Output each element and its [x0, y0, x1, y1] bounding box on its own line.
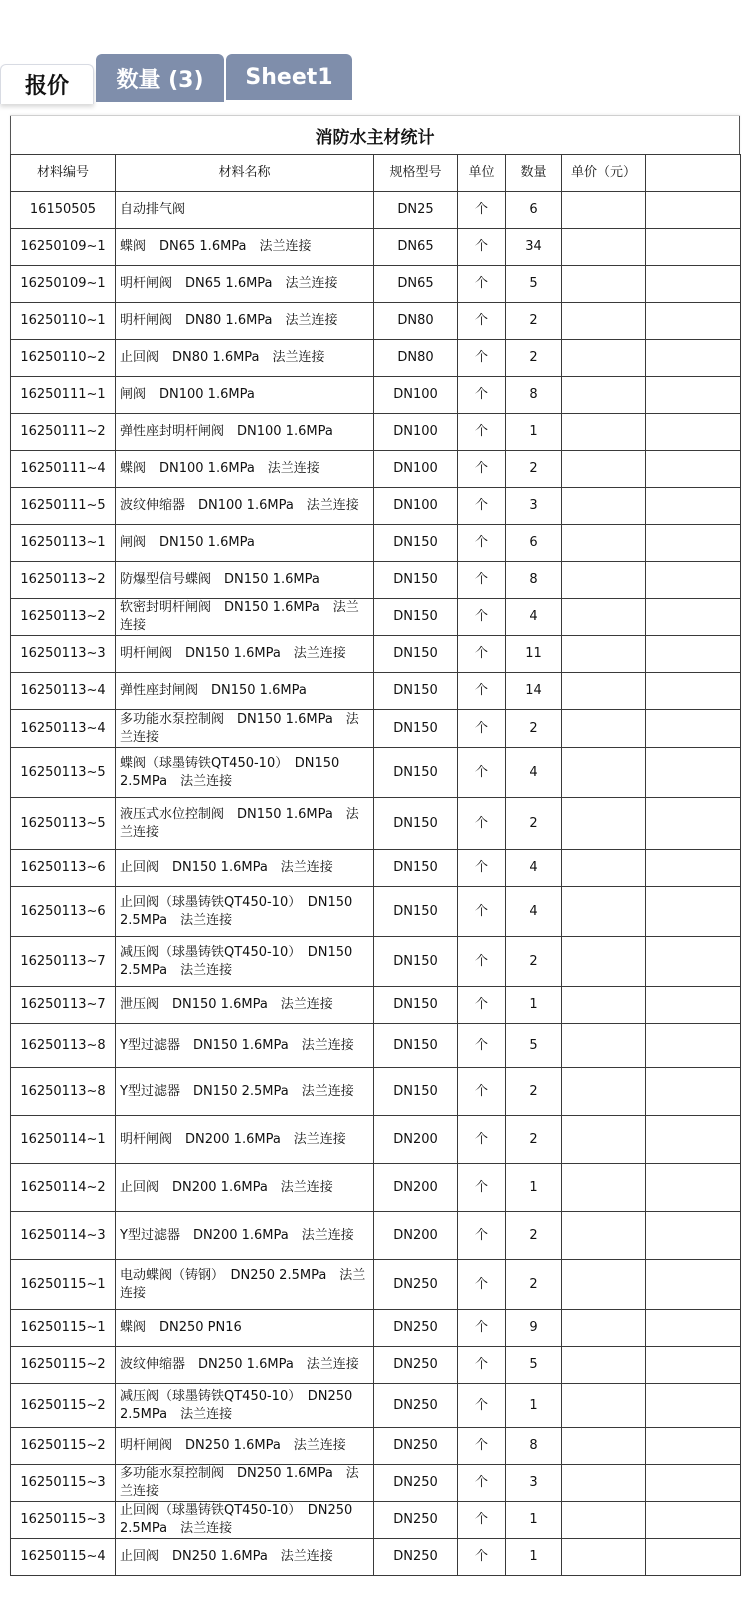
cell-extra[interactable] — [646, 1260, 741, 1310]
cell-price[interactable] — [562, 1539, 646, 1576]
cell-extra[interactable] — [646, 303, 741, 340]
cell-qty[interactable]: 2 — [506, 451, 562, 488]
cell-extra[interactable] — [646, 1502, 741, 1539]
cell-code[interactable]: 16250113~7 — [11, 937, 116, 987]
cell-qty[interactable]: 2 — [506, 303, 562, 340]
cell-unit[interactable]: 个 — [458, 488, 506, 525]
table-row — [11, 192, 741, 229]
cell-code[interactable]: 16250111~1 — [11, 377, 116, 414]
cell-unit[interactable]: 个 — [458, 1024, 506, 1068]
table-row — [11, 1068, 741, 1116]
cell-spec[interactable]: DN150 — [374, 937, 458, 987]
cell-name[interactable]: 防爆型信号蝶阀 DN150 1.6MPa — [116, 562, 374, 599]
cell-name[interactable]: 明杆闸阀 DN250 1.6MPa 法兰连接 — [116, 1428, 374, 1465]
cell-qty[interactable]: 4 — [506, 887, 562, 937]
cell-extra[interactable] — [646, 887, 741, 937]
cell-spec[interactable]: DN150 — [374, 748, 458, 798]
cell-name[interactable]: 蝶阀 DN100 1.6MPa 法兰连接 — [116, 451, 374, 488]
cell-name[interactable]: 明杆闸阀 DN80 1.6MPa 法兰连接 — [116, 303, 374, 340]
cell-qty[interactable]: 6 — [506, 192, 562, 229]
cell-qty[interactable]: 4 — [506, 748, 562, 798]
cell-price[interactable] — [562, 1068, 646, 1116]
cell-code[interactable]: 16250114~2 — [11, 1164, 116, 1212]
cell-unit[interactable]: 个 — [458, 673, 506, 710]
cell-unit[interactable]: 个 — [458, 748, 506, 798]
cell-unit[interactable]: 个 — [458, 987, 506, 1024]
cell-code[interactable]: 16150505 — [11, 192, 116, 229]
cell-name[interactable]: 减压阀（球墨铸铁QT450-10） DN250 2.5MPa 法兰连接 — [116, 1384, 374, 1428]
cell-price[interactable] — [562, 1164, 646, 1212]
cell-price[interactable] — [562, 229, 646, 266]
cell-code[interactable]: 16250113~7 — [11, 987, 116, 1024]
cell-price[interactable] — [562, 1310, 646, 1347]
cell-extra[interactable] — [646, 599, 741, 636]
table-row — [11, 1502, 741, 1539]
cell-qty[interactable]: 5 — [506, 266, 562, 303]
cell-name[interactable]: Y型过滤器 DN150 1.6MPa 法兰连接 — [116, 1024, 374, 1068]
cell-qty[interactable]: 8 — [506, 1428, 562, 1465]
cell-spec[interactable]: DN250 — [374, 1465, 458, 1502]
cell-spec[interactable]: DN150 — [374, 850, 458, 887]
cell-unit[interactable]: 个 — [458, 414, 506, 451]
cell-qty[interactable]: 8 — [506, 562, 562, 599]
header-empty[interactable] — [646, 155, 741, 192]
cell-unit[interactable]: 个 — [458, 229, 506, 266]
cell-extra[interactable] — [646, 798, 741, 850]
cell-spec[interactable]: DN65 — [374, 266, 458, 303]
cell-name[interactable]: 止回阀 DN250 1.6MPa 法兰连接 — [116, 1539, 374, 1576]
cell-name[interactable]: 止回阀 DN200 1.6MPa 法兰连接 — [116, 1164, 374, 1212]
cell-qty[interactable]: 14 — [506, 673, 562, 710]
cell-code[interactable]: 16250115~4 — [11, 1539, 116, 1576]
cell-price[interactable] — [562, 1384, 646, 1428]
table-row — [11, 937, 741, 987]
cell-extra[interactable] — [646, 451, 741, 488]
cell-unit[interactable]: 个 — [458, 562, 506, 599]
cell-code[interactable]: 16250111~4 — [11, 451, 116, 488]
cell-name[interactable]: 止回阀 DN80 1.6MPa 法兰连接 — [116, 340, 374, 377]
cell-spec[interactable]: DN150 — [374, 987, 458, 1024]
cell-price[interactable] — [562, 1116, 646, 1164]
cell-unit[interactable]: 个 — [458, 1428, 506, 1465]
cell-code[interactable]: 16250113~6 — [11, 887, 116, 937]
cell-name[interactable]: 止回阀（球墨铸铁QT450-10） DN250 2.5MPa 法兰连接 — [116, 1502, 374, 1539]
table-row — [11, 1539, 741, 1576]
cell-price[interactable] — [562, 987, 646, 1024]
cell-extra[interactable] — [646, 636, 741, 673]
cell-extra[interactable] — [646, 673, 741, 710]
cell-extra[interactable] — [646, 340, 741, 377]
cell-unit[interactable]: 个 — [458, 1347, 506, 1384]
cell-code[interactable]: 16250115~3 — [11, 1502, 116, 1539]
cell-spec[interactable]: DN250 — [374, 1310, 458, 1347]
cell-unit[interactable]: 个 — [458, 636, 506, 673]
cell-extra[interactable] — [646, 525, 741, 562]
header-price[interactable]: 单价（元） — [562, 155, 646, 192]
table-row — [11, 488, 741, 525]
cell-extra[interactable] — [646, 562, 741, 599]
cell-unit[interactable]: 个 — [458, 887, 506, 937]
cell-price[interactable] — [562, 887, 646, 937]
cell-extra[interactable] — [646, 488, 741, 525]
cell-spec[interactable]: DN100 — [374, 377, 458, 414]
table-row — [11, 266, 741, 303]
cell-name[interactable]: 电动蝶阀（铸钢） DN250 2.5MPa 法兰连接 — [116, 1260, 374, 1310]
cell-spec[interactable]: DN25 — [374, 192, 458, 229]
cell-extra[interactable] — [646, 937, 741, 987]
cell-qty[interactable]: 11 — [506, 636, 562, 673]
cell-name[interactable]: 明杆闸阀 DN65 1.6MPa 法兰连接 — [116, 266, 374, 303]
cell-spec[interactable]: DN200 — [374, 1164, 458, 1212]
cell-spec[interactable]: DN150 — [374, 1068, 458, 1116]
cell-code[interactable]: 16250109~1 — [11, 266, 116, 303]
cell-unit[interactable]: 个 — [458, 850, 506, 887]
cell-unit[interactable]: 个 — [458, 303, 506, 340]
table-row — [11, 414, 741, 451]
cell-name[interactable]: 多功能水泵控制阀 DN150 1.6MPa 法兰连接 — [116, 710, 374, 748]
header-name[interactable]: 材料名称 — [116, 155, 374, 192]
cell-price[interactable] — [562, 414, 646, 451]
cell-name[interactable]: Y型过滤器 DN150 2.5MPa 法兰连接 — [116, 1068, 374, 1116]
cell-price[interactable] — [562, 562, 646, 599]
cell-name[interactable]: 自动排气阀 — [116, 192, 374, 229]
cell-qty[interactable]: 1 — [506, 414, 562, 451]
cell-qty[interactable]: 3 — [506, 488, 562, 525]
cell-unit[interactable]: 个 — [458, 266, 506, 303]
cell-name[interactable]: 闸阀 DN100 1.6MPa — [116, 377, 374, 414]
table-row — [11, 1212, 741, 1260]
cell-name[interactable]: 蝶阀（球墨铸铁QT450-10） DN150 2.5MPa 法兰连接 — [116, 748, 374, 798]
cell-name[interactable]: 蝶阀 DN250 PN16 — [116, 1310, 374, 1347]
cell-price[interactable] — [562, 451, 646, 488]
cell-spec[interactable]: DN100 — [374, 451, 458, 488]
cell-spec[interactable]: DN150 — [374, 525, 458, 562]
cell-code[interactable]: 16250115~2 — [11, 1384, 116, 1428]
cell-qty[interactable]: 2 — [506, 937, 562, 987]
cell-price[interactable] — [562, 525, 646, 562]
cell-extra[interactable] — [646, 266, 741, 303]
cell-code[interactable]: 16250110~1 — [11, 303, 116, 340]
cell-extra[interactable] — [646, 192, 741, 229]
cell-name[interactable]: 减压阀（球墨铸铁QT450-10） DN150 2.5MPa 法兰连接 — [116, 937, 374, 987]
cell-qty[interactable]: 2 — [506, 798, 562, 850]
cell-name[interactable]: 泄压阀 DN150 1.6MPa 法兰连接 — [116, 987, 374, 1024]
table-row — [11, 987, 741, 1024]
cell-unit[interactable]: 个 — [458, 1212, 506, 1260]
cell-code[interactable]: 16250114~3 — [11, 1212, 116, 1260]
cell-unit[interactable]: 个 — [458, 340, 506, 377]
cell-qty[interactable]: 1 — [506, 1384, 562, 1428]
cell-code[interactable]: 16250113~2 — [11, 599, 116, 636]
cell-price[interactable] — [562, 303, 646, 340]
cell-name[interactable]: 波纹伸缩器 DN100 1.6MPa 法兰连接 — [116, 488, 374, 525]
table-row — [11, 1116, 741, 1164]
cell-spec[interactable]: DN250 — [374, 1260, 458, 1310]
cell-extra[interactable] — [646, 850, 741, 887]
cell-spec[interactable]: DN250 — [374, 1428, 458, 1465]
cell-spec[interactable]: DN80 — [374, 303, 458, 340]
tab-quote[interactable]: 报价 — [0, 64, 94, 104]
cell-code[interactable]: 16250114~1 — [11, 1116, 116, 1164]
table-row — [11, 1260, 741, 1310]
cell-qty[interactable]: 1 — [506, 987, 562, 1024]
cell-spec[interactable]: DN250 — [374, 1539, 458, 1576]
cell-extra[interactable] — [646, 414, 741, 451]
cell-code[interactable]: 16250113~2 — [11, 562, 116, 599]
cell-unit[interactable]: 个 — [458, 1465, 506, 1502]
table-row — [11, 1384, 741, 1428]
cell-code[interactable]: 16250113~8 — [11, 1024, 116, 1068]
cell-code[interactable]: 16250111~5 — [11, 488, 116, 525]
table-row — [11, 377, 741, 414]
cell-spec[interactable]: DN250 — [374, 1347, 458, 1384]
cell-price[interactable] — [562, 748, 646, 798]
cell-price[interactable] — [562, 266, 646, 303]
cell-extra[interactable] — [646, 1347, 741, 1384]
cell-qty[interactable]: 2 — [506, 340, 562, 377]
table-header-row — [11, 155, 741, 192]
cell-qty[interactable]: 6 — [506, 525, 562, 562]
cell-code[interactable]: 16250113~1 — [11, 525, 116, 562]
cell-spec[interactable]: DN150 — [374, 710, 458, 748]
header-qty[interactable]: 数量 — [506, 155, 562, 192]
cell-code[interactable]: 16250113~3 — [11, 636, 116, 673]
table-row — [11, 748, 741, 798]
cell-name[interactable]: 止回阀 DN150 1.6MPa 法兰连接 — [116, 850, 374, 887]
cell-spec[interactable]: DN150 — [374, 798, 458, 850]
cell-code[interactable]: 16250113~4 — [11, 673, 116, 710]
cell-unit[interactable]: 个 — [458, 192, 506, 229]
cell-unit[interactable]: 个 — [458, 798, 506, 850]
cell-price[interactable] — [562, 1024, 646, 1068]
cell-spec[interactable]: DN200 — [374, 1116, 458, 1164]
cell-unit[interactable]: 个 — [458, 451, 506, 488]
tab-quantity[interactable]: 数量 (3) — [96, 54, 224, 102]
cell-price[interactable] — [562, 1347, 646, 1384]
cell-spec[interactable]: DN250 — [374, 1384, 458, 1428]
cell-spec[interactable]: DN150 — [374, 1024, 458, 1068]
materials-table — [10, 154, 741, 1576]
cell-price[interactable] — [562, 937, 646, 987]
table-row — [11, 340, 741, 377]
cell-price[interactable] — [562, 1212, 646, 1260]
cell-spec[interactable]: DN150 — [374, 599, 458, 636]
cell-extra[interactable] — [646, 1164, 741, 1212]
cell-extra[interactable] — [646, 1212, 741, 1260]
cell-qty[interactable]: 2 — [506, 1212, 562, 1260]
cell-spec[interactable]: DN100 — [374, 488, 458, 525]
cell-code[interactable]: 16250113~4 — [11, 710, 116, 748]
cell-code[interactable]: 16250115~3 — [11, 1465, 116, 1502]
table-row — [11, 710, 741, 748]
cell-code[interactable]: 16250111~2 — [11, 414, 116, 451]
cell-unit[interactable]: 个 — [458, 525, 506, 562]
cell-code[interactable]: 16250113~5 — [11, 798, 116, 850]
cell-price[interactable] — [562, 488, 646, 525]
cell-qty[interactable]: 4 — [506, 850, 562, 887]
table-row — [11, 451, 741, 488]
cell-code[interactable]: 16250113~5 — [11, 748, 116, 798]
cell-unit[interactable]: 个 — [458, 1116, 506, 1164]
cell-unit[interactable]: 个 — [458, 1539, 506, 1576]
header-unit[interactable]: 单位 — [458, 155, 506, 192]
cell-name[interactable]: 止回阀（球墨铸铁QT450-10） DN150 2.5MPa 法兰连接 — [116, 887, 374, 937]
cell-name[interactable]: 闸阀 DN150 1.6MPa — [116, 525, 374, 562]
cell-name[interactable]: 蝶阀 DN65 1.6MPa 法兰连接 — [116, 229, 374, 266]
cell-qty[interactable]: 3 — [506, 1465, 562, 1502]
cell-name[interactable]: 多功能水泵控制阀 DN250 1.6MPa 法兰连接 — [116, 1465, 374, 1502]
cell-extra[interactable] — [646, 1310, 741, 1347]
cell-code[interactable]: 16250113~6 — [11, 850, 116, 887]
table-row — [11, 1347, 741, 1384]
cell-extra[interactable] — [646, 229, 741, 266]
table-row — [11, 229, 741, 266]
table-row — [11, 1310, 741, 1347]
cell-unit[interactable]: 个 — [458, 377, 506, 414]
cell-price[interactable] — [562, 1502, 646, 1539]
cell-qty[interactable]: 1 — [506, 1164, 562, 1212]
cell-price[interactable] — [562, 1465, 646, 1502]
cell-code[interactable]: 16250115~2 — [11, 1347, 116, 1384]
cell-spec[interactable]: DN150 — [374, 636, 458, 673]
cell-unit[interactable]: 个 — [458, 599, 506, 636]
cell-extra[interactable] — [646, 1116, 741, 1164]
sheet-title: 消防水主材统计 — [10, 116, 740, 154]
cell-name[interactable]: 软密封明杆闸阀 DN150 1.6MPa 法兰连接 — [116, 599, 374, 636]
cell-price[interactable] — [562, 673, 646, 710]
cell-name[interactable]: 弹性座封闸阀 DN150 1.6MPa — [116, 673, 374, 710]
cell-qty[interactable]: 34 — [506, 229, 562, 266]
table-row — [11, 1465, 741, 1502]
cell-extra[interactable] — [646, 377, 741, 414]
cell-code[interactable]: 16250113~8 — [11, 1068, 116, 1116]
cell-qty[interactable]: 9 — [506, 1310, 562, 1347]
cell-name[interactable]: Y型过滤器 DN200 1.6MPa 法兰连接 — [116, 1212, 374, 1260]
cell-qty[interactable]: 2 — [506, 710, 562, 748]
cell-extra[interactable] — [646, 1068, 741, 1116]
cell-spec[interactable]: DN250 — [374, 1502, 458, 1539]
table-row — [11, 1024, 741, 1068]
cell-name[interactable]: 明杆闸阀 DN150 1.6MPa 法兰连接 — [116, 636, 374, 673]
header-code[interactable]: 材料编号 — [11, 155, 116, 192]
cell-price[interactable] — [562, 1260, 646, 1310]
spreadsheet — [10, 115, 740, 1576]
cell-extra[interactable] — [646, 1428, 741, 1465]
cell-qty[interactable]: 2 — [506, 1116, 562, 1164]
cell-extra[interactable] — [646, 987, 741, 1024]
cell-code[interactable]: 16250115~1 — [11, 1260, 116, 1310]
cell-spec[interactable]: DN100 — [374, 414, 458, 451]
cell-price[interactable] — [562, 340, 646, 377]
cell-qty[interactable]: 5 — [506, 1024, 562, 1068]
cell-unit[interactable]: 个 — [458, 1384, 506, 1428]
cell-code[interactable]: 16250109~1 — [11, 229, 116, 266]
cell-spec[interactable]: DN80 — [374, 340, 458, 377]
table-row — [11, 850, 741, 887]
cell-price[interactable] — [562, 1428, 646, 1465]
cell-price[interactable] — [562, 710, 646, 748]
cell-extra[interactable] — [646, 1465, 741, 1502]
table-row — [11, 303, 741, 340]
table-row — [11, 798, 741, 850]
tab-sheet1[interactable]: Sheet1 — [226, 54, 352, 100]
cell-unit[interactable]: 个 — [458, 710, 506, 748]
cell-name[interactable]: 波纹伸缩器 DN250 1.6MPa 法兰连接 — [116, 1347, 374, 1384]
cell-unit[interactable]: 个 — [458, 937, 506, 987]
cell-code[interactable]: 16250115~1 — [11, 1310, 116, 1347]
header-spec[interactable]: 规格型号 — [374, 155, 458, 192]
table-row — [11, 1164, 741, 1212]
cell-price[interactable] — [562, 192, 646, 229]
cell-price[interactable] — [562, 798, 646, 850]
cell-qty[interactable]: 4 — [506, 599, 562, 636]
cell-spec[interactable]: DN200 — [374, 1212, 458, 1260]
cell-unit[interactable]: 个 — [458, 1260, 506, 1310]
cell-spec[interactable]: DN150 — [374, 887, 458, 937]
cell-extra[interactable] — [646, 1024, 741, 1068]
table-row — [11, 525, 741, 562]
sheet-tab-bar — [0, 52, 750, 104]
cell-unit[interactable]: 个 — [458, 1164, 506, 1212]
cell-unit[interactable]: 个 — [458, 1502, 506, 1539]
cell-price[interactable] — [562, 377, 646, 414]
cell-qty[interactable]: 1 — [506, 1539, 562, 1576]
cell-extra[interactable] — [646, 710, 741, 748]
cell-extra[interactable] — [646, 1539, 741, 1576]
cell-qty[interactable]: 2 — [506, 1068, 562, 1116]
cell-name[interactable]: 弹性座封明杆闸阀 DN100 1.6MPa — [116, 414, 374, 451]
table-row — [11, 636, 741, 673]
cell-extra[interactable] — [646, 748, 741, 798]
cell-extra[interactable] — [646, 1384, 741, 1428]
table-row — [11, 562, 741, 599]
cell-qty[interactable]: 8 — [506, 377, 562, 414]
cell-spec[interactable]: DN150 — [374, 562, 458, 599]
cell-price[interactable] — [562, 599, 646, 636]
cell-code[interactable]: 16250110~2 — [11, 340, 116, 377]
table-row — [11, 887, 741, 937]
table-row — [11, 599, 741, 636]
cell-unit[interactable]: 个 — [458, 1068, 506, 1116]
cell-unit[interactable]: 个 — [458, 1310, 506, 1347]
cell-qty[interactable]: 2 — [506, 1260, 562, 1310]
cell-spec[interactable]: DN65 — [374, 229, 458, 266]
table-row — [11, 673, 741, 710]
cell-spec[interactable]: DN150 — [374, 673, 458, 710]
cell-price[interactable] — [562, 636, 646, 673]
cell-code[interactable]: 16250115~2 — [11, 1428, 116, 1465]
cell-qty[interactable]: 1 — [506, 1502, 562, 1539]
cell-name[interactable]: 液压式水位控制阀 DN150 1.6MPa 法兰连接 — [116, 798, 374, 850]
cell-price[interactable] — [562, 850, 646, 887]
cell-name[interactable]: 明杆闸阀 DN200 1.6MPa 法兰连接 — [116, 1116, 374, 1164]
table-row — [11, 1428, 741, 1465]
cell-qty[interactable]: 5 — [506, 1347, 562, 1384]
